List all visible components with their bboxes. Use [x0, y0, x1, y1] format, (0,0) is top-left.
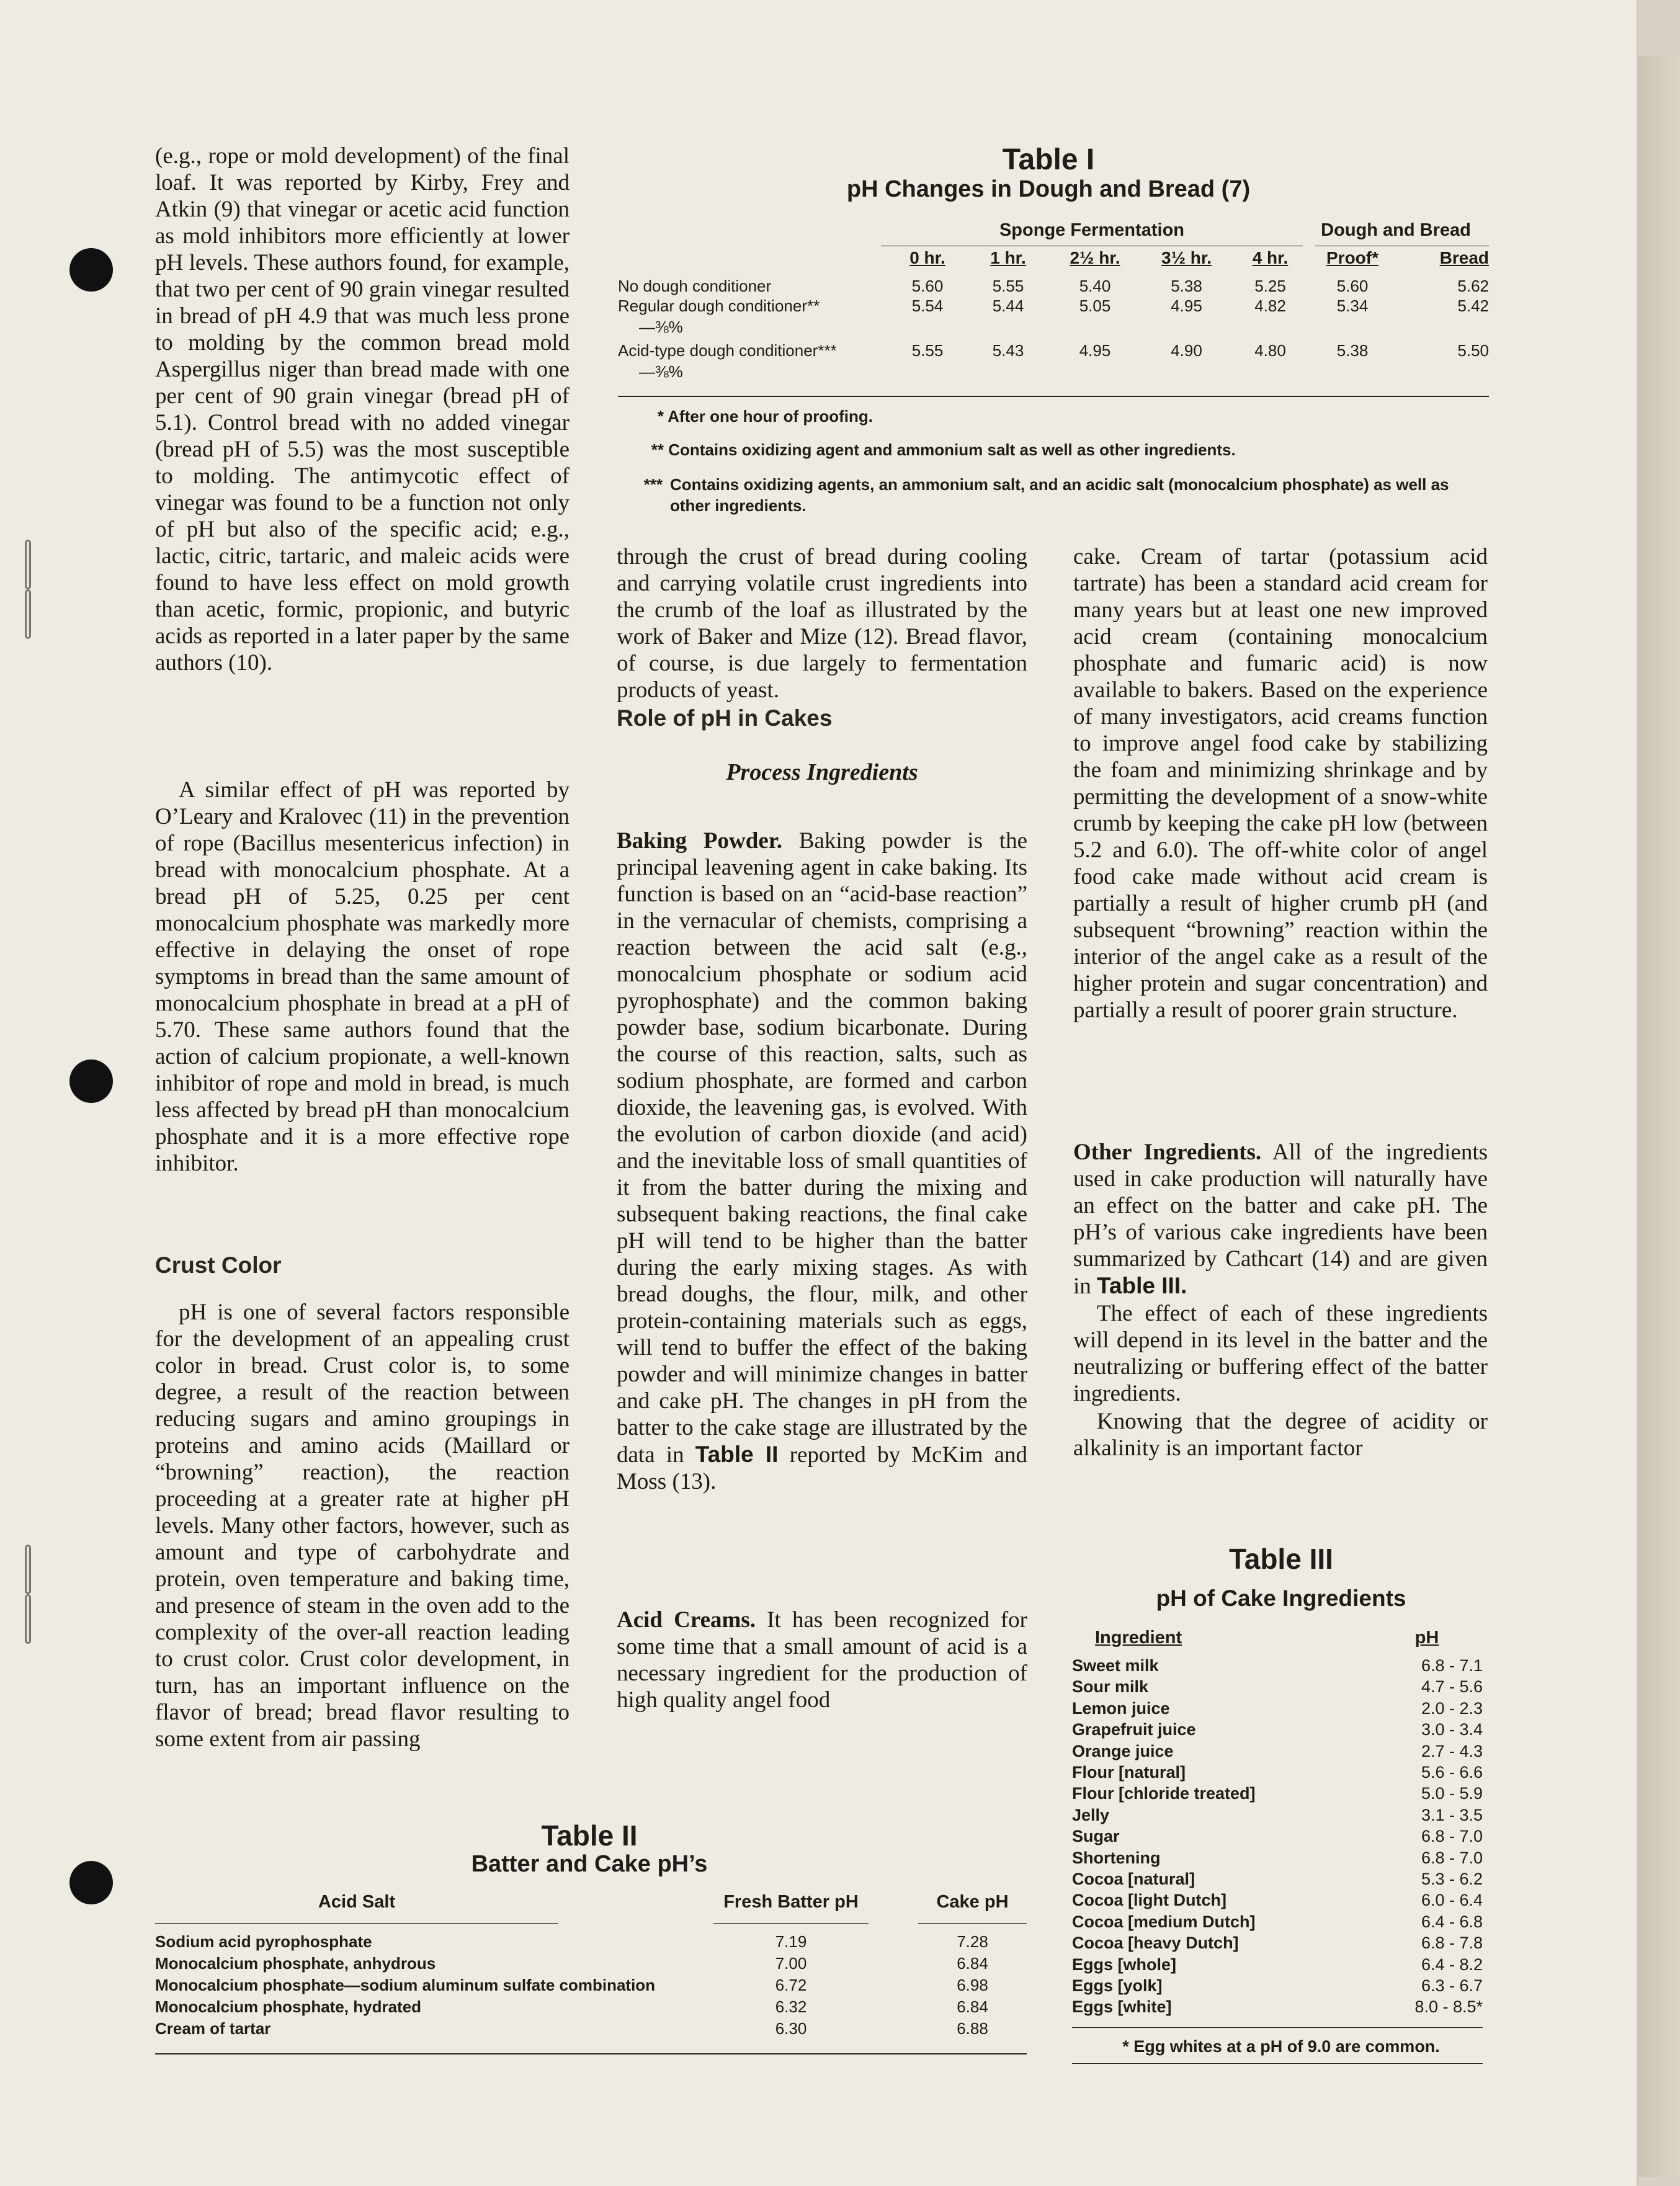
table3-reference: Table III. — [1097, 1273, 1187, 1298]
table1-footnote-mark: * — [657, 407, 664, 426]
table2-bottom-rule — [155, 2053, 1027, 2054]
table3-subtitle: pH of Cake Ingredients — [1156, 1586, 1406, 1611]
subheading-process-ingredients: Process Ingredients — [726, 759, 918, 785]
table1-cell: 5.43 — [992, 341, 1024, 360]
punch-hole-top — [69, 248, 113, 292]
table2-reference: Table II — [695, 1442, 779, 1467]
table1-cell: 4.90 — [1171, 341, 1202, 360]
table2-salt: Monocalcium phosphate, hydrated — [155, 1997, 422, 2016]
table2-header-rule — [918, 1923, 1027, 1924]
acid-creams-text: It has been recognized for some time that a small amount of acid is a necessary ingredient for the production of high quality angel food — [617, 1607, 1027, 1713]
table3-ingredient: Lemon juice — [1072, 1698, 1170, 1718]
table1-cell: 5.38 — [1171, 277, 1202, 295]
table3-ingredient: Eggs [whole] — [1072, 1955, 1176, 1974]
table1-cell: 4.95 — [1079, 341, 1111, 360]
baking-powder-text: Baking powder is the principal leavening agent in cake baking. Its function is based on an “acid-base reaction” in the vernacular of chemists, comprising a reaction between the acid salt (e.g., monocalcium phosphate or sodium acid pyrophosphate) and the common baking powder base, sodium bicarbonate. During the course of this reaction, salts, such as sodium phosphate, are formed and carbon dioxide, the leavening gas, is evolved. With the evolution of carbon dioxide (and acid) and the inevitable loss of small quantities of it from the batter during the mixing and subsequent baking reactions, the final cake pH will tend to be higher than the batter during the early mixing stages. As with bread doughs, the flour, milk, and other protein-containing materials such as eggs, will tend to buffer the effect of the baking powder and will minimize changes in batter and cake pH. The changes in pH from the batter to the cake stage are illustrated by the data in — [617, 828, 1027, 1468]
table3-ph: 6.3 - 6.7 — [1421, 1976, 1483, 1995]
table1-footnote-text: Contains oxidizing agents, an ammonium salt, and an acidic salt (monocalcium phosphate) as well as other ingredients. — [670, 475, 1449, 515]
table2-salt: Sodium acid pyrophosphate — [155, 1932, 372, 1951]
table2-col-header-acid-salt: Acid Salt — [318, 1892, 396, 1912]
table2-title: Table II — [541, 1819, 638, 1852]
table3-ingredient: Sugar — [1072, 1827, 1120, 1846]
binder-clip-mark — [25, 1594, 31, 1644]
table1-cell: 5.25 — [1254, 277, 1286, 295]
table2-salt: Monocalcium phosphate—sodium aluminum sulfate combination — [155, 1976, 656, 1994]
table3-ph: 6.0 - 6.4 — [1421, 1891, 1483, 1910]
table1-cell: 5.55 — [992, 277, 1024, 295]
table1-footnote-mark: *** — [643, 475, 663, 494]
table1-col-header: 0 hr. — [909, 248, 945, 267]
table1-col-header: Proof* — [1326, 248, 1378, 267]
table1-cell: 5.44 — [992, 297, 1024, 315]
table1-col-header: 4 hr. — [1252, 248, 1289, 267]
table1-cell: 5.60 — [911, 277, 944, 295]
table2-header-rule — [155, 1923, 558, 1924]
table2-subtitle: Batter and Cake pH’s — [471, 1851, 708, 1877]
table3-ingredient: Eggs [yolk] — [1072, 1976, 1163, 1995]
table1-row-label: Acid-type dough conditioner*** — [618, 341, 837, 360]
other-ingredients-runin: Other Ingredients. — [1073, 1140, 1262, 1165]
table3-bottom-rule — [1072, 2027, 1483, 2028]
table1-footnote — [627, 474, 1489, 516]
table3-ingredient: Grapefruit juice — [1072, 1720, 1196, 1739]
punch-hole-bottom — [69, 1861, 113, 1904]
acid-creams-paragraph — [617, 1607, 1027, 1716]
table1-group-header-sponge: Sponge Fermentation — [999, 220, 1185, 240]
table3-ph: 4.7 - 5.6 — [1421, 1677, 1483, 1697]
table1-title: Table I — [1002, 143, 1095, 176]
table2-batter-ph: 6.30 — [775, 2019, 807, 2038]
table1-group-header-dough: Dough and Bread — [1321, 220, 1471, 240]
table1-row-label: No dough conditioner — [618, 277, 772, 295]
table1-bottom-rule — [618, 396, 1489, 397]
section-heading-ph-in-cakes: Role of pH in Cakes — [617, 705, 833, 731]
punch-hole-middle — [69, 1060, 113, 1103]
baking-powder-paragraph — [617, 828, 1027, 1584]
table1-col-header: Bread — [1439, 248, 1489, 267]
table3-ingredient: Sour milk — [1072, 1677, 1149, 1697]
table3-footnote: * Egg whites at a pH of 9.0 are common. — [1122, 2037, 1440, 2056]
table1-subtitle: pH Changes in Dough and Bread (7) — [846, 176, 1251, 202]
table2-cake-ph: 6.88 — [957, 2019, 988, 2038]
table3-ingredient: Cocoa [light Dutch] — [1072, 1891, 1226, 1910]
binder-clip-mark — [25, 589, 31, 639]
table2-batter-ph: 6.72 — [775, 1976, 807, 1994]
table3-ph: 5.3 - 6.2 — [1421, 1870, 1483, 1888]
table1-row-label-note: —⅜% — [639, 362, 683, 381]
table1-cell: 5.34 — [1336, 297, 1369, 315]
right-para-1: cake. Cream of tartar (potassium acid tartrate) has been a standard acid cream for many years but at least one new improved acid cream (containing monocalcium phosphate and fumaric acid) is now available to bakers. Based on the experience of many investigators, acid creams function to improve angel food cake by stabilizing the foam and minimizing shrinkage and by permitting the development of a snow-white crumb by keeping the cake pH low (between 5.2 and 6.0). The off-white color of angel food cake made without acid cream is partially a result of higher crumb pH (and subsequent “browning” reaction within the interior of the angel cake as a result of the higher protein and sugar concentration) and partially a result of poorer grain structure. — [1073, 544, 1488, 1023]
table3-ph: 5.0 - 5.9 — [1421, 1784, 1483, 1803]
table1-cell: 5.50 — [1457, 341, 1489, 360]
left-column — [155, 143, 570, 1793]
table3-ingredient: Cocoa [heavy Dutch] — [1072, 1934, 1239, 1953]
table3-ph: 6.4 - 8.2 — [1421, 1955, 1483, 1974]
left-para-2: A similar effect of pH was reported by O’Leary and Kralovec (11) in the prevention of rope (Bacillus mesentericus infection) in bread with monocalcium phosphate. At a bread pH of 5.25, 0.25 per cent monocalcium phosphate was markedly more effective in delaying the onset of rope symptoms in bread than the same amount of monocalcium phosphate in bread at a pH of 5.70. These same authors found that the action of calcium propionate, a well-known inhibitor of rope and mold in bread, is much less affected by bread pH than monocalcium phosphate and it is a more effective rope inhibitor. — [155, 777, 570, 1176]
table3-ph: 6.8 - 7.8 — [1421, 1934, 1483, 1953]
table3-ph: 8.0 - 8.5* — [1414, 1997, 1483, 2017]
right-column — [1073, 543, 1488, 1464]
table3-ph: 6.8 - 7.0 — [1421, 1848, 1483, 1867]
table3-ingredient: Sweet milk — [1072, 1656, 1159, 1675]
table3-ph: 2.7 - 4.3 — [1421, 1741, 1483, 1760]
table1-cell: 5.55 — [911, 341, 944, 360]
table3-col-header-ph: pH — [1414, 1628, 1439, 1648]
table2-cake-ph: 6.84 — [957, 1954, 988, 1973]
baking-powder-text-end: reported by McKim and Moss (13). — [617, 1442, 1027, 1494]
left-para-3: pH is one of several factors responsible for the development of an appealing crust color in bread. Crust color is, to some degree, a result of the reaction between reducing sugars and amino groupings in proteins and amino acids (Maillard or “browning” reaction), the reaction proceeding at a greater rate at higher pH levels. Many other factors, however, such as amount and type of carbohydrate and protein, oven temperature and baking time, and presence of steam in the oven add to the complexity of the over-all reaction leading to crust color. Crust color development, in turn, has an important influence on the flavor of bread; bread flavor resulting to some extent from air passing — [155, 1300, 570, 1752]
table2-col-header-cake: Cake pH — [936, 1892, 1009, 1912]
table1-col-header: 1 hr. — [990, 248, 1026, 267]
binder-clip-mark — [25, 540, 31, 589]
table3-ph: 6.4 - 6.8 — [1421, 1912, 1483, 1931]
table3-ph: 6.8 - 7.1 — [1421, 1656, 1483, 1675]
table1-cell: 5.54 — [911, 297, 944, 315]
table1-footnote-text: After one hour of proofing. — [668, 407, 873, 426]
table3-ingredient: Cocoa [medium Dutch] — [1072, 1912, 1256, 1931]
left-para-1: (e.g., rope or mold development) of the final loaf. It was reported by Kirby, Frey and Atkin (9) that vinegar or acetic acid function as mold inhibitors more efficiently at lower pH levels. These authors found, for example, that two per cent of 90 grain vinegar resulted in bread of pH 4.9 that was much less prone to molding by the common bread mold Aspergillus niger than bread made with one per cent of 90 grain vinegar (bread pH of 5.1). Control bread with no added vinegar (bread pH of 5.5) was the most susceptible to molding. The antimycotic effect of vinegar was found to be a function not only of pH but also of the specific acid; e.g., lactic, citric, tartaric, and maleic acids were found to have less effect on mold growth than acetic, formic, propionic, and butyric acids as reported in a later paper by the same authors (10). — [155, 143, 570, 676]
acid-creams-runin: Acid Creams. — [617, 1607, 756, 1633]
table3-ingredient: Eggs [white] — [1072, 1997, 1172, 2017]
table1-cell: 5.62 — [1457, 277, 1489, 295]
table1-cell: 5.40 — [1079, 277, 1111, 295]
table1-cell: 5.42 — [1457, 297, 1489, 315]
table1-footnote — [627, 407, 1489, 426]
table1-row-label: Regular dough conditioner** — [618, 297, 820, 315]
middle-column — [617, 543, 1027, 1716]
table3-ph: 3.1 - 3.5 — [1421, 1805, 1483, 1824]
table1-cell: 4.95 — [1171, 297, 1202, 315]
table3-ph: 6.8 - 7.0 — [1421, 1827, 1483, 1846]
table3-ph: 2.0 - 2.3 — [1421, 1698, 1483, 1718]
section-heading-crust-color: Crust Color — [155, 1252, 282, 1278]
table1-cell: 5.05 — [1079, 297, 1111, 315]
table3-ingredient: Orange juice — [1072, 1741, 1174, 1760]
table2-batter-ph: 7.00 — [775, 1954, 807, 1973]
table3-ingredient: Jelly — [1072, 1805, 1110, 1824]
table3-title: Table III — [1229, 1543, 1333, 1575]
table1-row-label-note: —⅜% — [639, 318, 683, 336]
table1-footnote-text: Contains oxidizing agent and ammonium salt as well as other ingredients. — [668, 440, 1236, 459]
table1-cell: 5.38 — [1336, 341, 1369, 360]
table1-footnote-mark: ** — [651, 440, 664, 459]
table1-col-header: 3½ hr. — [1161, 248, 1212, 267]
table2-cake-ph: 6.98 — [957, 1976, 988, 1994]
right-para-2: The effect of each of these ingredients will depend in its level in the batter and the neutralizing or buffering effect of the batter ingredients. — [1073, 1301, 1488, 1406]
other-ingredients-text: All of the ingredients used in cake production will naturally have an effect on the batter and cake pH. The pH’s of various cake ingredients have been summarized by Cathcart (14) and are given in — [1073, 1140, 1488, 1299]
table2-batter-ph: 7.19 — [775, 1932, 807, 1951]
table3-ingredient: Cocoa [natural] — [1072, 1870, 1195, 1888]
table1-cell: 4.82 — [1254, 297, 1286, 315]
table3-footer-rule — [1072, 2063, 1483, 2064]
table2-salt: Cream of tartar — [155, 2019, 271, 2038]
table2-cake-ph: 6.84 — [957, 1997, 988, 2016]
table1-cell: 5.60 — [1336, 277, 1369, 295]
right-para-3: Knowing that the degree of acidity or alkalinity is an important factor — [1073, 1409, 1488, 1461]
table2-salt: Monocalcium phosphate, anhydrous — [155, 1954, 436, 1973]
table2-header-rule — [713, 1923, 869, 1924]
table1-footnote — [627, 440, 1489, 460]
table3-ingredient: Flour [natural] — [1072, 1763, 1186, 1782]
table1-cell: 4.80 — [1254, 341, 1286, 360]
binder-clip-mark — [25, 1545, 31, 1594]
table3-col-header-ingredient: Ingredient — [1095, 1628, 1182, 1648]
table3-ph: 5.6 - 6.6 — [1421, 1763, 1483, 1782]
table2-batter-ph: 6.32 — [775, 1997, 807, 2016]
table3-ph: 3.0 - 3.4 — [1421, 1720, 1483, 1739]
page-edge — [1638, 56, 1680, 2177]
table1-col-header: 2½ hr. — [1070, 248, 1120, 267]
baking-powder-runin: Baking Powder. — [617, 828, 783, 854]
table3-ingredient: Shortening — [1072, 1848, 1161, 1867]
table2-col-header-batter: Fresh Batter pH — [723, 1892, 859, 1912]
table2-cake-ph: 7.28 — [957, 1932, 988, 1951]
middle-para-1: through the crust of bread during cooling and carrying volatile crust ingredients into the crumb of the loaf as illustrated by the work of Baker and Mize (12). Bread flavor, of course, is due largely to fermentation products of yeast. — [617, 544, 1027, 703]
other-ingredients-paragraph — [1073, 1139, 1488, 1300]
table3-ingredient: Flour [chloride treated] — [1072, 1784, 1256, 1803]
